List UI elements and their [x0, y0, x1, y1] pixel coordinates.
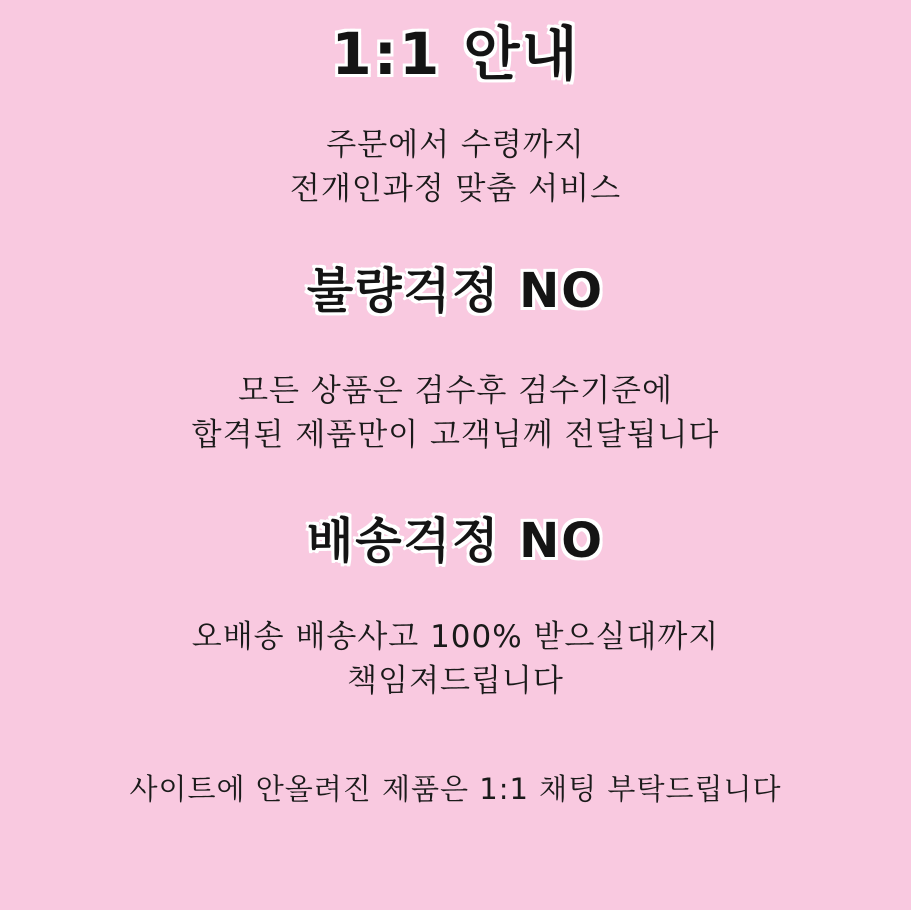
section-heading-quality: 불량걱정 NO [306, 262, 605, 319]
shipping-line-1: 오배송 배송사고 100% 받으실대까지 [191, 618, 720, 655]
section-body-shipping [192, 615, 719, 703]
intro-line-1: 주문에서 수령까지 [326, 126, 585, 163]
section-heading-shipping: 배송걱정 NO [306, 512, 605, 569]
footer-note: 사이트에 안올려진 제품은 1:1 채팅 부탁드립니다 [129, 771, 782, 806]
section-body-quality [192, 369, 720, 457]
quality-line-1: 모든 상품은 검수후 검수기준에 [238, 372, 673, 409]
intro-text [290, 123, 621, 211]
page-title: 1:1 안내 [331, 20, 580, 88]
quality-line-2: 합격된 제품만이 고객님께 전달됩니다 [191, 416, 720, 453]
intro-line-2: 전개인과정 맞춤 서비스 [289, 170, 622, 207]
shipping-line-2: 책임져드립니다 [347, 662, 564, 699]
